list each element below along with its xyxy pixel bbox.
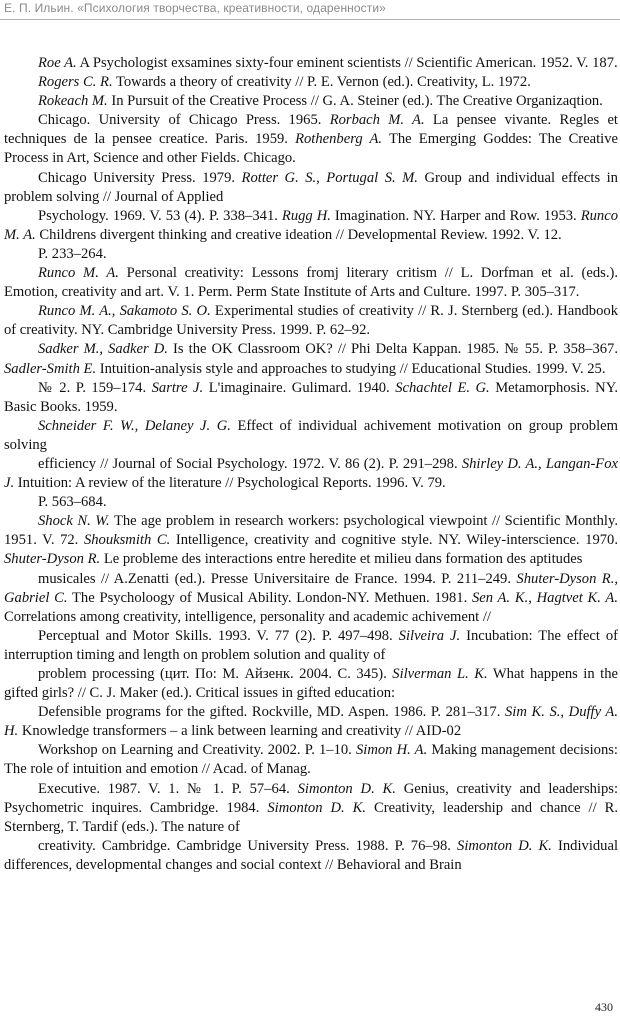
reference-paragraph [4,264,618,302]
reference-author: Simonton D. K. [297,780,396,797]
reference-text: Chicago. University of Chicago Press. 1965. [38,112,330,129]
reference-author: Schneider F. W., Delaney J. G. [38,417,231,434]
reference-text: problem processing (цит. По: М. Айзенк. 2004. С. 345). [38,666,393,682]
reference-author: Rotter G. S., Portugal S. M. [241,169,418,186]
reference-text: Childrens divergent thinking and creative ideation // Developmental Review. 1992. V. 12. [35,226,562,243]
reference-author: Schachtel E. G. [395,379,490,396]
reference-text: Psychology. 1969. V. 53 (4). P. 338–341. [38,207,282,224]
reference-paragraph [4,54,618,73]
reference-text: Intelligence, creativity and cognitive style. NY. Wiley-interscience. 1970. [170,532,618,549]
reference-paragraph [4,92,618,111]
reference-author: Rugg H. [281,207,331,224]
reference-text: Le probleme des interactions entre heredite et milieu dans formation des aptitudes [100,551,583,568]
reference-text: creativity. Cambridge. Cambridge University Press. 1988. P. 76–98. [38,837,458,854]
reference-text: Correlations among creativity, intelligence, personality and academic achivement // [4,608,491,625]
reference-text: Genius, creativity and leaderships: Psychometric inquires. Cambridge. 1984. [4,780,619,816]
reference-author: Sadker M., Sadker D. [38,341,168,358]
reference-text: Experimental studies of creativity // R. J. Sternberg (ed.). Handbook of creativity. NY. Cambridge University Press. 1999. P. 62–92. [4,303,618,339]
reference-author: Shuter-Dyson R. [4,551,101,568]
reference-text: musicales // A.Zenatti (ed.). Presse Universitaire de France. 1994. P. 211–249. [38,570,517,587]
reference-text: Individual differences, developmental changes and social context // Behavioral and Brain [4,837,618,873]
reference-author: Rokeach M. [38,93,108,110]
page-number: 430 [595,1000,613,1014]
reference-author: Runco M. A. [4,207,618,243]
reference-author: Shouksmith C. [83,532,171,549]
reference-text: Effect of individual achivement motivation on group problem solving [4,417,618,453]
reference-text: Towards a theory of creativity // P. E. Vernon (ed.). Creativity, L. 1972. [112,74,531,91]
reference-text: In Pursuit of the Creative Process // G. A. Steiner (ed.). The Creative Organizaqtion. [107,93,603,110]
reference-text: Imagination. NY. Harper and Row. 1953. [330,207,581,224]
reference-author: Runco M. A., Sakamoto S. O. [38,303,211,320]
reference-text: The Emerging Goddes: The Creative Process in Art, Science and other Fields. Chicago. [4,131,619,167]
reference-text: Chicago University Press. 1979. [38,169,242,186]
reference-paragraph [4,207,618,245]
reference-author: Sadler-Smith E. [4,360,97,377]
reference-text: Making management decisions: The role of intuition and emotion // Acad. of Manag. [4,742,618,778]
reference-paragraph [4,703,618,741]
reference-text: Incubation: The effect of interruption timing and length on problem solution and quality of [4,627,618,663]
reference-text: Creativity, leadership and chance // R. Sternberg, T. Tardif (eds.). The nature of [4,799,619,835]
reference-author: Rorbach M. A. [329,112,425,129]
bibliography-body [4,54,618,875]
reference-paragraph [4,741,618,779]
reference-text: Intuition-analysis style and approaches to studying // Educational Studies. 1999. V. 25. [96,360,606,377]
reference-text: Personal creativity: Lessons fromj literary critism // L. Dorfman et al. (eds.). Emotion, creativity and art. V. 1. Perm. Perm State Institute of Arts and Culture. 1997. P. 305–317. [4,265,618,301]
reference-author: Shuter-Dyson R., Gabriel C. [4,570,618,606]
reference-text: Intuition: A review of the literature // Psychological Reports. 1996. V. 79. [14,475,446,492]
reference-author: Rothenberg A. [295,131,383,148]
reference-text: Group and individual effects in problem solving // Journal of Applied [4,169,618,205]
reference-paragraph [4,302,618,340]
reference-paragraph [4,169,618,207]
reference-text: Metamorphosis. NY. Basic Books. 1959. [4,379,618,415]
reference-paragraph [4,455,618,493]
reference-author: Silverman L. K. [392,666,488,682]
reference-text: The Psycholoogy of Musical Ability. London-NY. Methuen. 1981. [67,589,472,606]
reference-author: Sartre J. [151,379,204,396]
reference-paragraph [4,245,618,264]
reference-paragraph [4,837,618,875]
reference-author: Silveira J. [398,627,461,644]
reference-paragraph [4,111,618,168]
reference-author: Simonton D. K. [457,837,552,854]
reference-author: Simon H. A. [355,742,428,759]
reference-paragraph [4,379,618,417]
reference-text: Perceptual and Motor Skills. 1993. V. 77 (2). P. 497–498. [38,627,399,644]
reference-text: The age problem in research workers: psychological viewpoint // Scientific Monthly. 1951. V. 72. [4,513,618,549]
reference-text: La pensee vivante. Regles et techniques de la pensee creatice. Paris. 1959. [4,112,618,148]
reference-text: A Psychologist exsamines sixty-four eminent scientists // Scientific American. 1952. V. 187. [76,55,618,71]
reference-paragraph [4,340,618,378]
reference-author: Roe A. [38,55,77,71]
reference-paragraph [4,780,618,837]
reference-paragraph [4,665,618,703]
reference-text: Knowledge transformers – a link between learning and creativity // AID-02 [18,723,462,740]
reference-author: Runco M. A. [38,265,119,282]
reference-paragraph [4,627,618,665]
reference-author: Shirley D. A., Langan-Fox J. [4,455,618,492]
reference-text: L'imaginaire. Gulimard. 1940. [203,379,396,396]
reference-author: Shock N. W. [38,513,110,530]
reference-text: Executive. 1987. V. 1. № 1. P. 57–64. [38,780,298,797]
reference-paragraph [4,493,618,512]
reference-text: P. 563–684. [38,494,107,511]
header-divider [0,19,620,20]
reference-paragraph [4,512,618,569]
reference-text: What happens in the gifted girls? // C. J. Maker (ed.). Critical issues in gifted education: [4,666,618,702]
reference-paragraph [4,73,618,92]
reference-text: efficiency // Journal of Social Psychology. 1972. V. 86 (2). P. 291–298. [38,455,462,472]
reference-paragraph [4,570,618,627]
running-header: Е. П. Ильин. «Психология творчества, креативности, одаренности» [4,1,386,15]
reference-paragraph [4,417,618,455]
reference-text: Workshop on Learning and Creativity. 2002. P. 1–10. [38,742,356,759]
reference-text: P. 233–264. [38,245,107,262]
reference-author: Simonton D. K. [267,799,367,816]
reference-text: Is the OK Classroom OK? // Phi Delta Kappan. 1985. № 55. P. 358–367. [167,341,618,358]
reference-text: Defensible programs for the gifted. Rockville, MD. Aspen. 1986. P. 281–317. [38,704,505,721]
reference-author: Sim K. S., Duffy A. H. [4,704,618,740]
reference-author: Rogers C. R. [38,74,113,91]
reference-author: Sen A. K., Hagtvet K. A. [471,589,618,606]
reference-text: № 2. P. 159–174. [38,379,152,396]
